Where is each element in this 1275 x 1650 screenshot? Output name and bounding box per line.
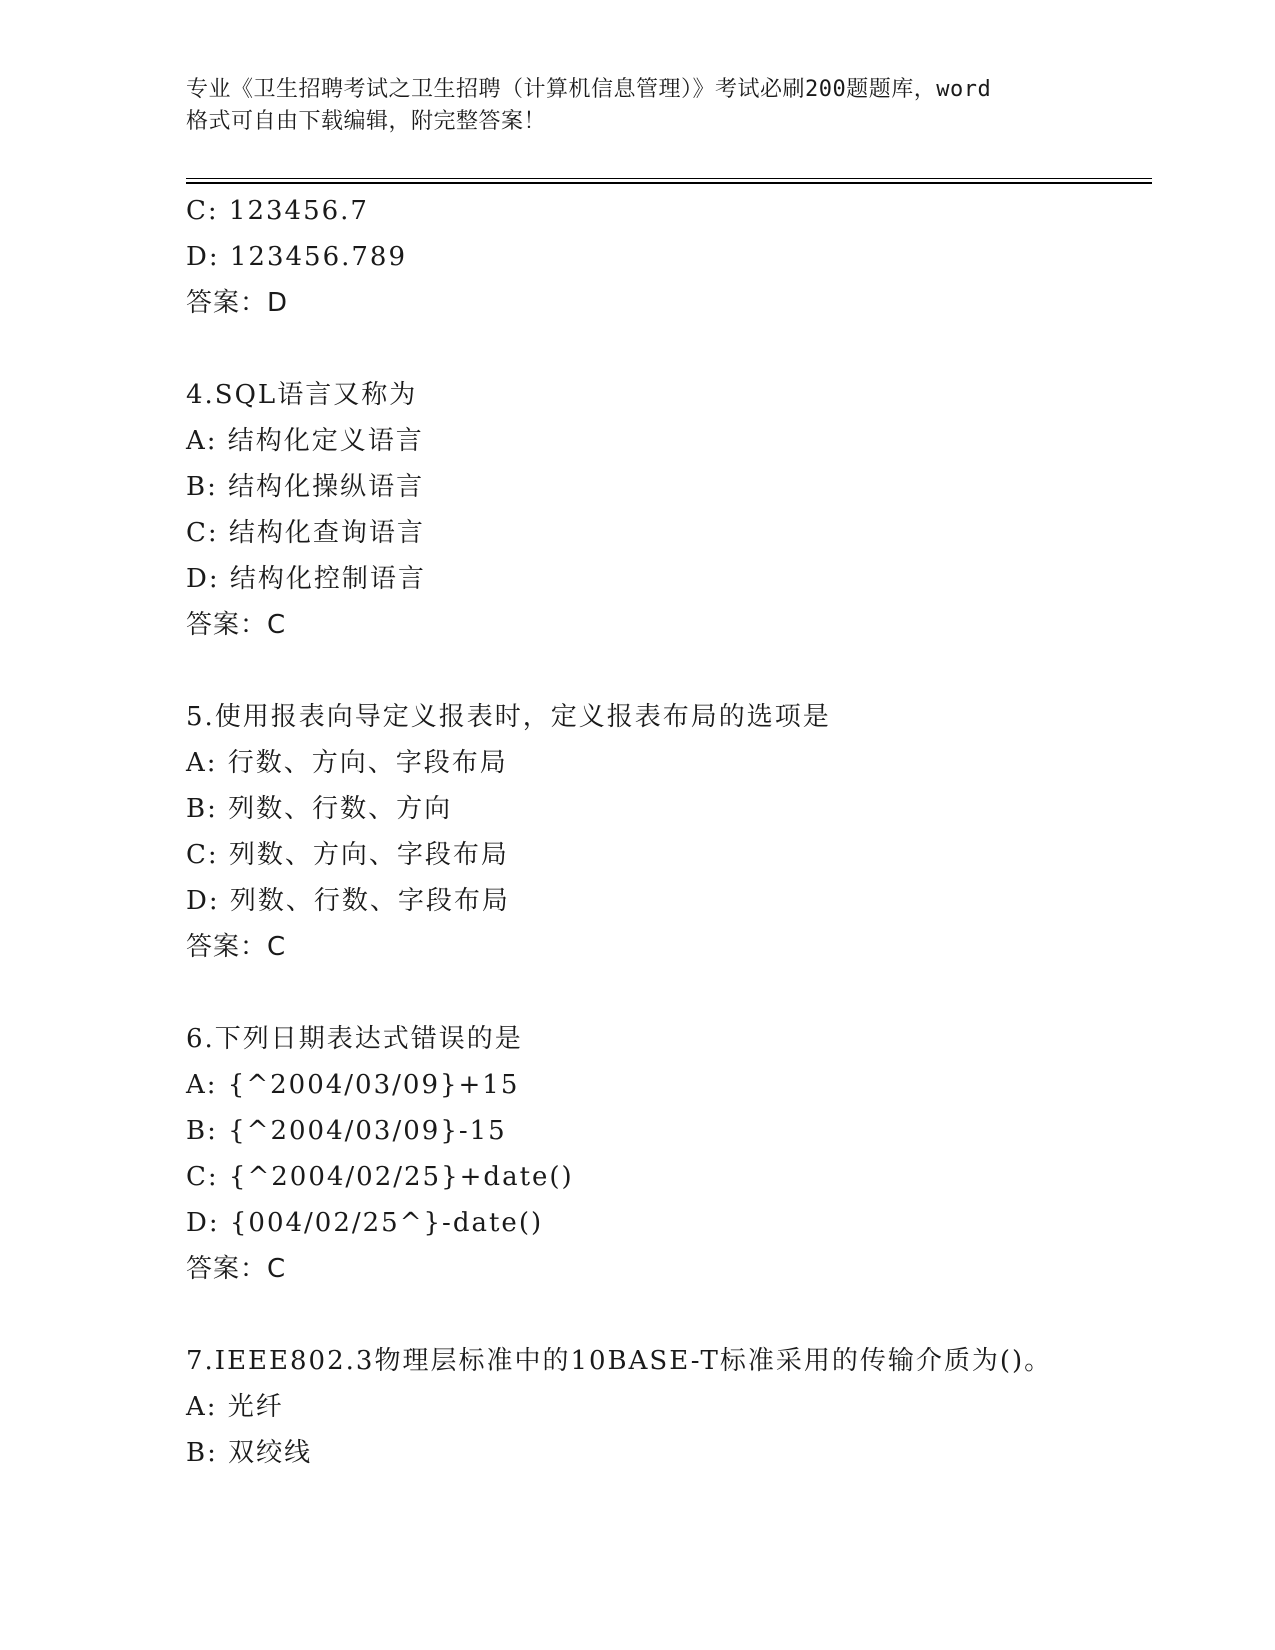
option-b: B: 列数、行数、方向 xyxy=(186,794,453,824)
option-c: C: 结构化查询语言 xyxy=(186,518,425,548)
question-title: 7.IEEE802.3物理层标准中的10BASE-T标准采用的传输介质为()。 xyxy=(186,1346,1053,1376)
document-header xyxy=(186,74,1086,138)
option-d: D: 结构化控制语言 xyxy=(186,564,426,594)
option-a: A: 光纤 xyxy=(186,1392,284,1422)
question-list xyxy=(186,188,1152,1476)
question-title: 4.SQL语言又称为 xyxy=(186,380,418,410)
option-b: B: 结构化操纵语言 xyxy=(186,472,425,502)
option-a: A: 结构化定义语言 xyxy=(186,426,424,456)
spacer xyxy=(186,970,1152,1016)
answer-label: 答案：C xyxy=(186,610,287,640)
option-c: C: {^2004/02/25}+date() xyxy=(186,1162,574,1192)
option-d: D: 123456.789 xyxy=(186,242,408,272)
answer-label: 答案：D xyxy=(186,288,289,318)
option-a: A: 行数、方向、字段布局 xyxy=(186,748,508,778)
question-3-fragment xyxy=(186,188,1152,326)
header-divider-thick xyxy=(186,182,1152,184)
spacer xyxy=(186,648,1152,694)
option-c: C: 列数、方向、字段布局 xyxy=(186,840,509,870)
question-title: 5.使用报表向导定义报表时，定义报表布局的选项是 xyxy=(186,702,831,732)
question-7 xyxy=(186,1338,1152,1476)
question-5 xyxy=(186,694,1152,970)
spacer xyxy=(186,1292,1152,1338)
header-divider-thin xyxy=(186,178,1152,179)
question-4 xyxy=(186,372,1152,648)
option-d: D: 列数、行数、字段布局 xyxy=(186,886,510,916)
spacer xyxy=(186,326,1152,372)
option-d: D: {004/02/25^}-date() xyxy=(186,1208,544,1238)
header-title-line-2: 格式可自由下载编辑，附完整答案！ xyxy=(186,109,547,134)
option-b: B: {^2004/03/09}-15 xyxy=(186,1116,507,1146)
answer-label: 答案：C xyxy=(186,932,287,962)
header-title-line-1: 专业《卫生招聘考试之卫生招聘（计算机信息管理）》考试必刷200题题库，word xyxy=(186,77,992,102)
option-b: B: 双绞线 xyxy=(186,1438,313,1468)
option-a: A: {^2004/03/09}+15 xyxy=(186,1070,520,1100)
answer-label: 答案：C xyxy=(186,1254,287,1284)
question-title: 6.下列日期表达式错误的是 xyxy=(186,1024,523,1054)
option-c: C: 123456.7 xyxy=(186,196,369,226)
question-6 xyxy=(186,1016,1152,1292)
